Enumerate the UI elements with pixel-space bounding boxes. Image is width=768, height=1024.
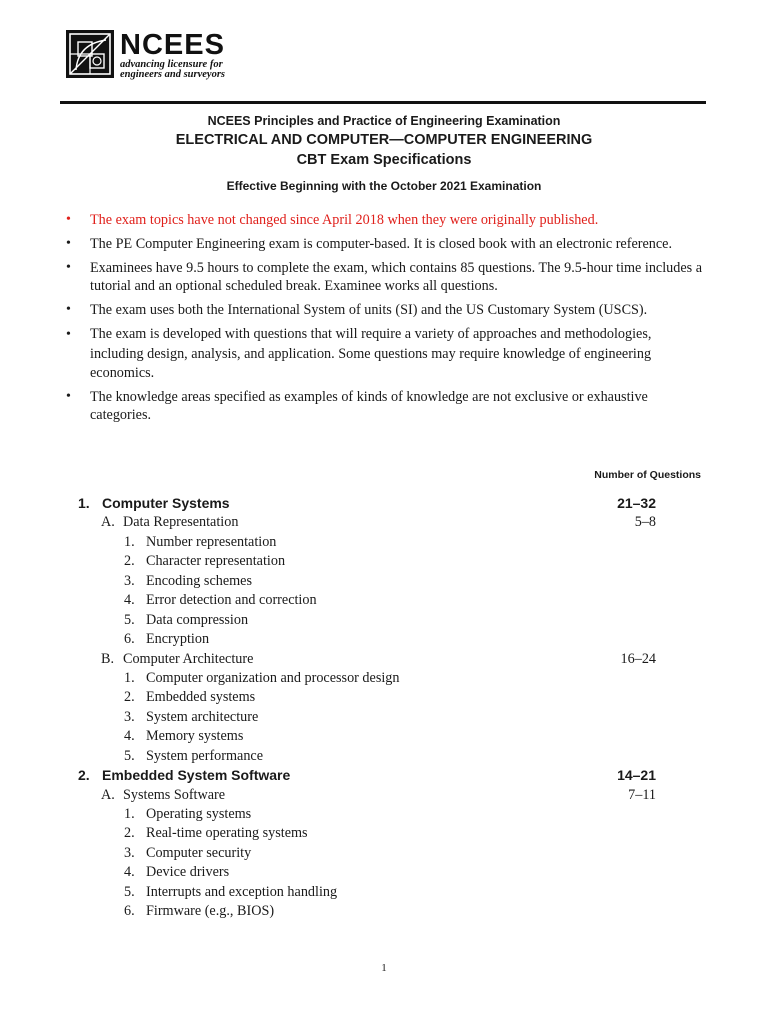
note-exam-duration: • Examinees have 9.5 hours to complete the exam, which contains 85 questions. The 9.5-hour time includes a tutorial and an optional scheduled break. Examinee works all questions. (66, 259, 706, 295)
effective-date: Effective Beginning with the October 2021 Examination (226, 179, 542, 193)
discipline-title: ELECTRICAL AND COMPUTER—COMPUTER ENGINEERING (175, 132, 593, 148)
item-title: Embedded systems (146, 689, 256, 706)
outline-item (0, 552, 768, 571)
section-number: 2. (78, 767, 90, 784)
outline-item (0, 727, 768, 746)
item-title: Memory systems (146, 728, 244, 745)
item-number: 1. (124, 533, 135, 550)
exam-program-title: NCEES Principles and Practice of Engineering Examination (207, 114, 561, 128)
item-number: 3. (124, 844, 135, 861)
note-computer-based: • The PE Computer Engineering exam is computer-based. It is closed book with an electronic reference. (66, 235, 706, 253)
section-number: 1. (78, 495, 90, 511)
outline-section (0, 494, 768, 513)
item-title: Real-time operating systems (146, 825, 308, 842)
item-number: 2. (124, 825, 135, 842)
subsection-title: Systems Software (123, 786, 226, 803)
item-title: Operating systems (146, 806, 252, 822)
subsection-letter: A. (101, 514, 115, 531)
number-of-questions-header: Number of Questions (594, 469, 701, 481)
item-number: 4. (124, 592, 135, 609)
header-rule (60, 101, 706, 104)
outline-subsection (0, 650, 768, 669)
note-topics-unchanged: • The exam topics have not changed since April 2018 when they were originally published. (66, 211, 706, 229)
item-title: Computer security (146, 844, 252, 861)
item-number: 1. (124, 806, 135, 822)
subsection-title: Data Representation (123, 514, 239, 531)
item-number: 4. (124, 864, 135, 881)
item-title: Interrupts and exception handling (146, 883, 338, 900)
outline-item (0, 688, 768, 707)
item-title: Computer organization and processor design (146, 669, 400, 686)
item-title: Number representation (146, 533, 277, 550)
exam-outline (0, 494, 768, 922)
item-number: 3. (124, 708, 135, 725)
brand-tagline-line1: advancing licensure for (120, 59, 223, 70)
outline-item (0, 630, 768, 649)
item-number: 1. (124, 669, 135, 686)
brand-name: NCEES (120, 29, 225, 61)
outline-item (0, 611, 768, 630)
item-title: Encoding schemes (146, 572, 252, 589)
spec-title: CBT Exam Specifications (296, 152, 472, 168)
note-unit-systems: • The exam uses both the International System of units (SI) and the US Customary System (USCS). (66, 301, 706, 319)
item-title: System performance (146, 747, 264, 764)
item-title: Device drivers (146, 864, 230, 881)
note-knowledge-areas: • The knowledge areas specified as examples of kinds of knowledge are not exclusive or exhaustive categories. (66, 388, 706, 424)
outline-item (0, 533, 768, 552)
item-title: System architecture (146, 708, 259, 725)
item-number: 2. (124, 553, 135, 570)
subsection-letter: B. (101, 650, 115, 667)
ncees-logo-mark-icon (66, 30, 114, 78)
outline-item (0, 863, 768, 882)
outline-item (0, 902, 768, 921)
section-question-count: 14–21 (617, 767, 656, 784)
item-number: 3. (124, 572, 135, 589)
brand-tagline-line2: engineers and surveyors (120, 69, 226, 80)
subsection-question-count: 5–8 (634, 514, 656, 531)
item-number: 2. (124, 689, 135, 706)
item-title: Encryption (146, 631, 210, 648)
item-title: Error detection and correction (146, 592, 317, 609)
outline-item (0, 708, 768, 727)
section-title: Embedded System Software (102, 767, 291, 784)
note-question-approaches: • The exam is developed with questions that will require a variety of approaches and methodologies, including design, analysis, and application. Some questions may require knowledge of engineering economics. (66, 325, 706, 384)
outline-subsection (0, 786, 768, 805)
exam-notes-list (66, 211, 706, 430)
outline-item (0, 572, 768, 591)
section-question-count: 21–32 (617, 495, 656, 511)
outline-item (0, 805, 768, 824)
subsection-question-count: 7–11 (628, 786, 656, 803)
outline-item (0, 883, 768, 902)
item-number: 4. (124, 728, 135, 745)
page-number: 1 (381, 962, 387, 974)
outline-subsection (0, 513, 768, 532)
subsection-letter: A. (101, 786, 115, 803)
subsection-question-count: 16–24 (620, 650, 656, 667)
item-title: Firmware (e.g., BIOS) (146, 903, 275, 920)
outline-item (0, 824, 768, 843)
outline-item (0, 747, 768, 766)
outline-section (0, 766, 768, 785)
outline-item (0, 591, 768, 610)
section-title: Computer Systems (102, 495, 230, 511)
item-number: 5. (124, 611, 135, 628)
item-title: Character representation (146, 553, 286, 570)
brand-tagline (120, 60, 260, 80)
item-number: 5. (124, 883, 135, 900)
outline-item (0, 844, 768, 863)
item-number: 6. (124, 631, 135, 648)
item-number: 5. (124, 747, 135, 764)
item-number: 6. (124, 903, 135, 920)
item-title: Data compression (146, 611, 249, 628)
outline-item (0, 669, 768, 688)
subsection-title: Computer Architecture (123, 650, 254, 667)
